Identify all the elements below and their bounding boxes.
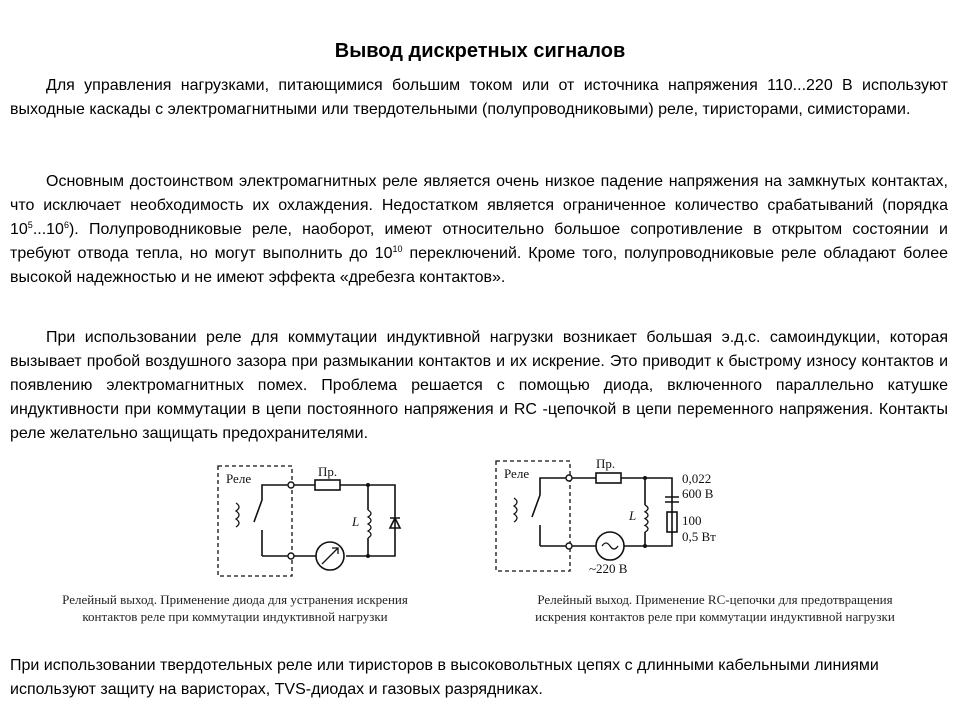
fuse-icon-2 [596, 473, 621, 483]
resistor-value: 100 [682, 513, 702, 528]
diode-circuit [218, 464, 400, 576]
paragraph-solid-state: При использовании твердотельных реле или тиристоров в высоковольтных цепях с длинными кабельными линиями используют защиту на варисторах, TVS-диодах и газовых разрядниках. [10, 657, 879, 698]
figure1-caption-line1: Релейный выход. Применение диода для устранения искрения [62, 592, 408, 607]
relay-coil-icon-2 [514, 498, 517, 522]
figure1-caption [0, 591, 470, 625]
p2-sup-1: 5 [27, 220, 33, 230]
fuse-label: Пр. [318, 464, 338, 479]
inductor-icon-2 [645, 505, 648, 532]
fuse-label-2: Пр. [596, 456, 616, 471]
inductor-label: L [352, 514, 360, 529]
figure2-caption [480, 591, 950, 625]
relay-contact-icon [254, 492, 262, 556]
relay-label: Реле [226, 471, 252, 486]
p2-text-a: Основным достоинством электромагнитных реле является очень низкое падение напряжения на замкнутых контактах, что исключает необходимость их охлаждения. Недостатком является ограниченное количество срабатываний (порядка 10 [10, 173, 948, 238]
capacitor-voltage: 600 В [682, 486, 714, 501]
page-title: Вывод дискретных сигналов [334, 40, 626, 62]
relay-coil-icon [236, 503, 239, 527]
figure2-caption-line2: искрения контактов реле при коммутации индуктивной нагрузки [535, 609, 895, 624]
inductor-label-2: L [629, 508, 637, 523]
rc-circuit [496, 456, 716, 576]
p2-text-d: переключений. Кроме того, полупроводниковые реле обладают более высокой надежностью и не имеют эффекта «дребезга контактов». [10, 245, 949, 286]
fuse-icon [315, 480, 340, 490]
p2-sup-3: 10 [392, 244, 403, 254]
resistor-power: 0,5 Вт [682, 529, 716, 544]
figure1-caption-line2: контактов реле при коммутации индуктивной нагрузки [82, 609, 388, 624]
paragraph-intro: Для управления нагрузками, питающимися большим током или от источника напряжения 110...220 В используют выходные каскады с электромагнитными или твердотельными (полупроводниковыми) реле, тиристорами, симисторами. [10, 77, 948, 118]
figure2-caption-line1: Релейный выход. Применение RC-цепочки для предотвращения [537, 592, 893, 607]
relay-label-2: Реле [504, 466, 530, 481]
p2-text-c: ). Полупроводниковые реле, наоборот, имеют относительно большое сопротивление в открытом состоянии и требуют отвода тепла, но могут выполнить до 10 [10, 221, 948, 262]
p2-text-b: ...10 [32, 221, 64, 238]
source-label: ~220 В [589, 561, 628, 576]
paragraph-inductive-load: При использовании реле для коммутации индуктивной нагрузки возникает большая э.д.с. самоиндукции, которая вызывает пробой воздушного зазора при размыкании контактов и их искрение. Это приводит к быстрому износу контактов и появлению электромагнитных помех. Проблема решается с помощью диода, включенного параллельно катушке индуктивности при коммутации в цепи постоянного напряжения и RC -цепочкой в цепи переменного напряжения. Контакты реле желательно защищать предохранителями. [10, 329, 948, 442]
inductor-icon [368, 510, 371, 538]
capacitor-value: 0,022 [682, 471, 712, 486]
p2-sup-2: 6 [63, 220, 69, 230]
relay-contact-icon-2 [532, 487, 540, 546]
